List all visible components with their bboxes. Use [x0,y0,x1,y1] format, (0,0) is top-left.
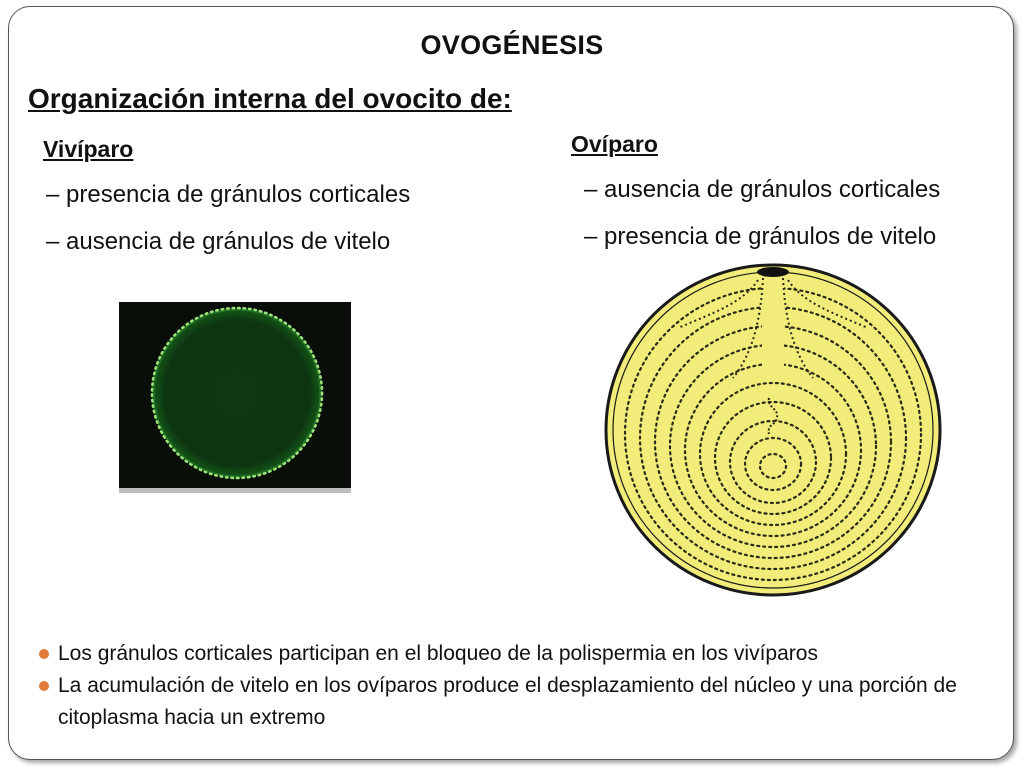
slide-title: OVOGÉNESIS [420,30,604,60]
oviparo-item-1: – ausencia de gránulos corticales [584,176,941,203]
bullet-dot-icon [39,681,49,691]
bullet-dot-icon [39,649,49,659]
viviparo-item-2: – ausencia de gránulos de vitelo [46,228,391,255]
viviparo-oocyte-image [119,302,351,493]
bullet-text: La acumulación de vitelo en los ovíparos produce el desplazamiento del núcleo y una porción de citoplasma hacia un extremo [58,674,957,729]
bullet-text: Los gránulos corticales participan en el bloqueo de la polispermia en los vivíparos [58,642,818,665]
bullet-item [36,670,1006,734]
bullet-list [36,638,1006,734]
oviparo-item-2: – presencia de gránulos de vitelo [584,223,937,250]
oviparo-heading: Ovíparo [571,131,658,157]
slide-subtitle: Organización interna del ovocito de: [28,83,512,114]
oviparo-oocyte-image [603,258,945,598]
viviparo-item-1: – presencia de gránulos corticales [46,181,411,208]
bullet-item [36,638,1006,670]
viviparo-heading: Vivíparo [43,136,134,162]
